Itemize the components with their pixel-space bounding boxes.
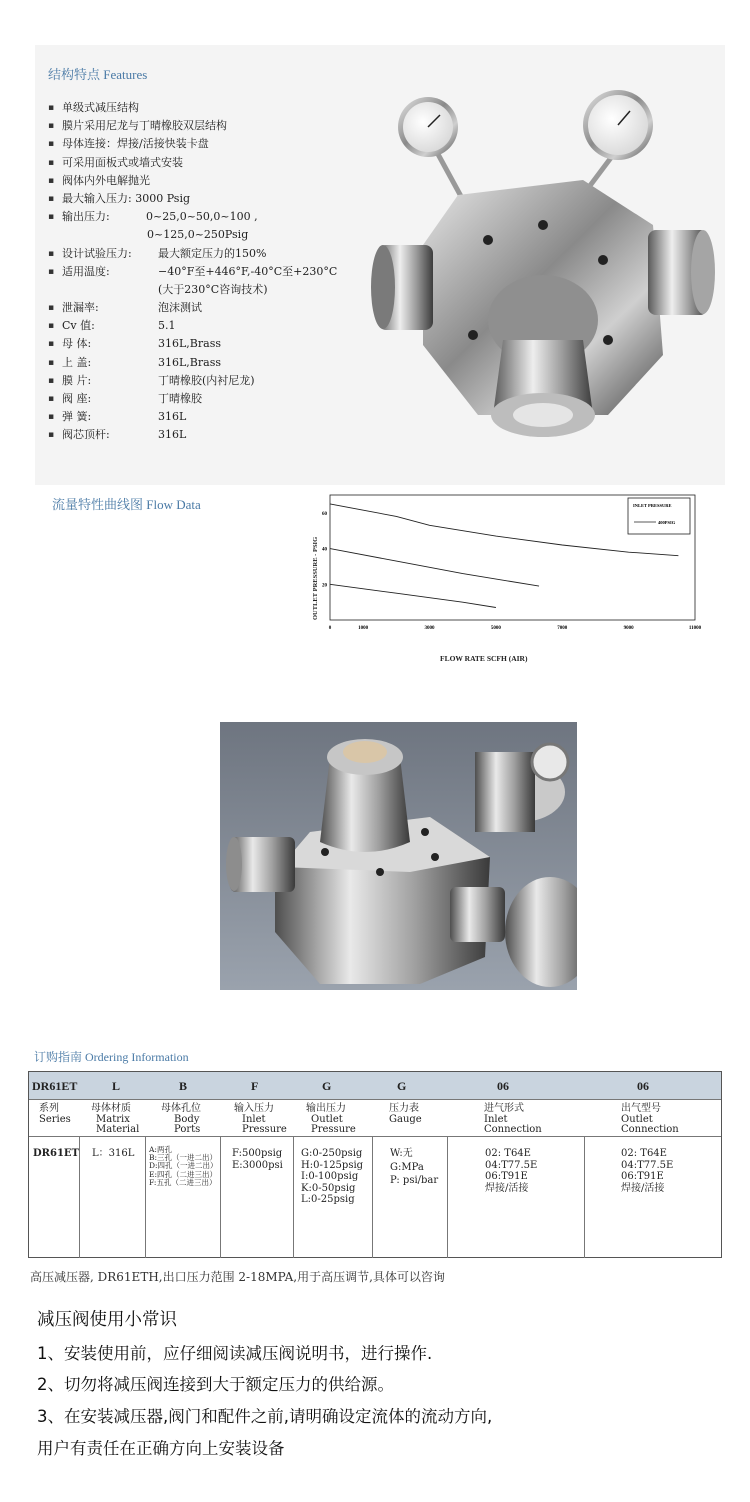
ordering-header-row [29, 1072, 721, 1100]
value-gauge: W:无 G:MPa P: psi/bar [390, 1148, 439, 1186]
label-ports: 母体孔位 Body Ports [161, 1103, 201, 1135]
feature-item: ▪ 上 盖: 316L,Brass [48, 354, 368, 372]
code-inlet-connection: 06 [497, 1079, 509, 1093]
x-tick-label: 11000 [688, 626, 702, 631]
x-tick-label: 7000 [557, 626, 568, 631]
x-axis-label: FLOW RATE SCFH (AIR) [440, 654, 528, 663]
value-outlet-connection: 02: T64E 04:T77.5E 06:T91E 焊接/活接 [621, 1148, 674, 1194]
code-series: DR61ET [32, 1079, 78, 1093]
tips-title: 减压阀使用小常识 [37, 1310, 177, 1330]
code-inlet: F [251, 1079, 259, 1093]
label-gauge: 压力表 Gauge [389, 1103, 422, 1125]
legend-title: INLET PRESSURE [633, 503, 672, 508]
tip-item: 2、切勿将减压阀连接到大于额定压力的供给源。 [37, 1375, 394, 1394]
value-inlet-connection: 02: T64E 04:T77.5E 06:T91E 焊接/活接 [485, 1148, 538, 1194]
code-outlet: G [322, 1079, 332, 1093]
label-material: 母体材质 Matrix Material [91, 1103, 140, 1135]
code-ports: B [179, 1079, 188, 1093]
label-outlet-connection: 出气型号 Outlet Connection [621, 1103, 679, 1135]
value-series: DR61ET [33, 1148, 79, 1159]
feature-item: ▪ 最大输入压力: 3000 Psig [48, 190, 368, 208]
feature-item: ▪ 阀芯顶杆: 316L [48, 426, 368, 444]
column-divider [293, 1136, 294, 1258]
flow-title: 流量特性曲线图 Flow Data [52, 497, 201, 512]
column-divider [79, 1136, 80, 1258]
x-tick-label: 3000 [424, 626, 435, 631]
table-divider [29, 1136, 721, 1137]
x-tick-label: 9000 [623, 626, 634, 631]
column-divider [220, 1136, 221, 1258]
column-divider [447, 1136, 448, 1258]
feature-item: ▪ 阀 座: 丁晴橡胶 [48, 390, 368, 408]
y-tick-label: 60 [322, 511, 327, 517]
feature-item: ▪ 阀体内外电解抛光 [48, 172, 368, 190]
feature-item: ▪ 母体连接：焊接/活接快装卡盘 [48, 135, 368, 153]
feature-item: ▪ 单级式减压结构 [48, 99, 368, 117]
label-outlet: 输出压力 Outlet Pressure [306, 1103, 356, 1135]
ordering-title: 订购指南 Ordering Information [34, 1050, 189, 1064]
feature-item: ▪ 膜片采用尼龙与丁晴橡胶双层结构 [48, 117, 368, 135]
feature-item: ▪ Cv 值: 5.1 [48, 317, 368, 335]
flow-chart [300, 490, 720, 670]
regulator-photo-front [368, 85, 723, 480]
feature-item: ▪ 泄漏率: 泡沫测试 [48, 299, 368, 317]
value-material: L：316L [92, 1148, 135, 1159]
legend-entry: 400PSIG [658, 520, 676, 525]
y-tick-label: 20 [322, 583, 327, 589]
y-axis-label: OUTLET PRESSURE - PSIG [312, 536, 319, 620]
x-tick-label: 1000 [358, 626, 369, 631]
column-divider [372, 1136, 373, 1258]
features-list [48, 99, 368, 445]
feature-item: ▪ 弹 簧: 316L [48, 408, 368, 426]
high-pressure-note: 高压减压器, DR61ETH,出口压力范围 2-18MPA,用于高压调节,具体可以咨询 [30, 1270, 445, 1284]
feature-item: ▪ 母 体: 316L,Brass [48, 335, 368, 353]
value-outlet: G:0-250psig H:0-125psig I:0-100psig K:0-50psig L:0-25psig [301, 1148, 364, 1205]
label-inlet: 输入压力 Inlet Pressure [234, 1103, 287, 1135]
code-gauge: G [397, 1079, 407, 1093]
value-ports: A:两孔 B:三孔（一进二出） D:四孔（一进二出） E:四孔（二进三出） F:五孔（二进三出） [149, 1145, 218, 1187]
label-series: 系列 Series [39, 1103, 71, 1125]
feature-item: ▪ 膜 片: 丁晴橡胶(内衬尼龙) [48, 372, 368, 390]
regulator-photo-side [220, 722, 577, 990]
label-inlet-connection: 进气形式 Inlet Connection [484, 1103, 542, 1135]
tip-item: 用户有责任在正确方向上安装设备 [37, 1439, 285, 1458]
ordering-table [28, 1071, 722, 1258]
column-divider [145, 1136, 146, 1258]
y-tick-label: 40 [322, 547, 327, 553]
feature-item: ▪ 设计试验压力: 最大额定压力的150% [48, 245, 368, 263]
column-divider [584, 1136, 585, 1258]
feature-item: ▪ 可采用面板式或墙式安装 [48, 154, 368, 172]
feature-item: ▪ 适用温度: −40°F至+446°F,-40°C至+230°C (大于230°C咨询技术) [48, 263, 368, 299]
x-tick-label: 0 [328, 626, 332, 631]
code-material: L [112, 1079, 121, 1093]
code-outlet-connection: 06 [637, 1079, 649, 1093]
tip-item: 1、安装使用前，应仔细阅读减压阀说明书，进行操作. [37, 1344, 433, 1363]
tip-item: 3、在安装减压器,阀门和配件之前,请明确设定流体的流动方向, [37, 1407, 493, 1426]
value-inlet: F:500psig E:3000psi [232, 1148, 283, 1171]
x-tick-label: 5000 [490, 626, 501, 631]
feature-item: ▪ 输出压力: 0~25,0~50,0~100 , 0~125,0~250Psig [48, 208, 368, 244]
features-title: 结构特点 Features [48, 67, 148, 82]
